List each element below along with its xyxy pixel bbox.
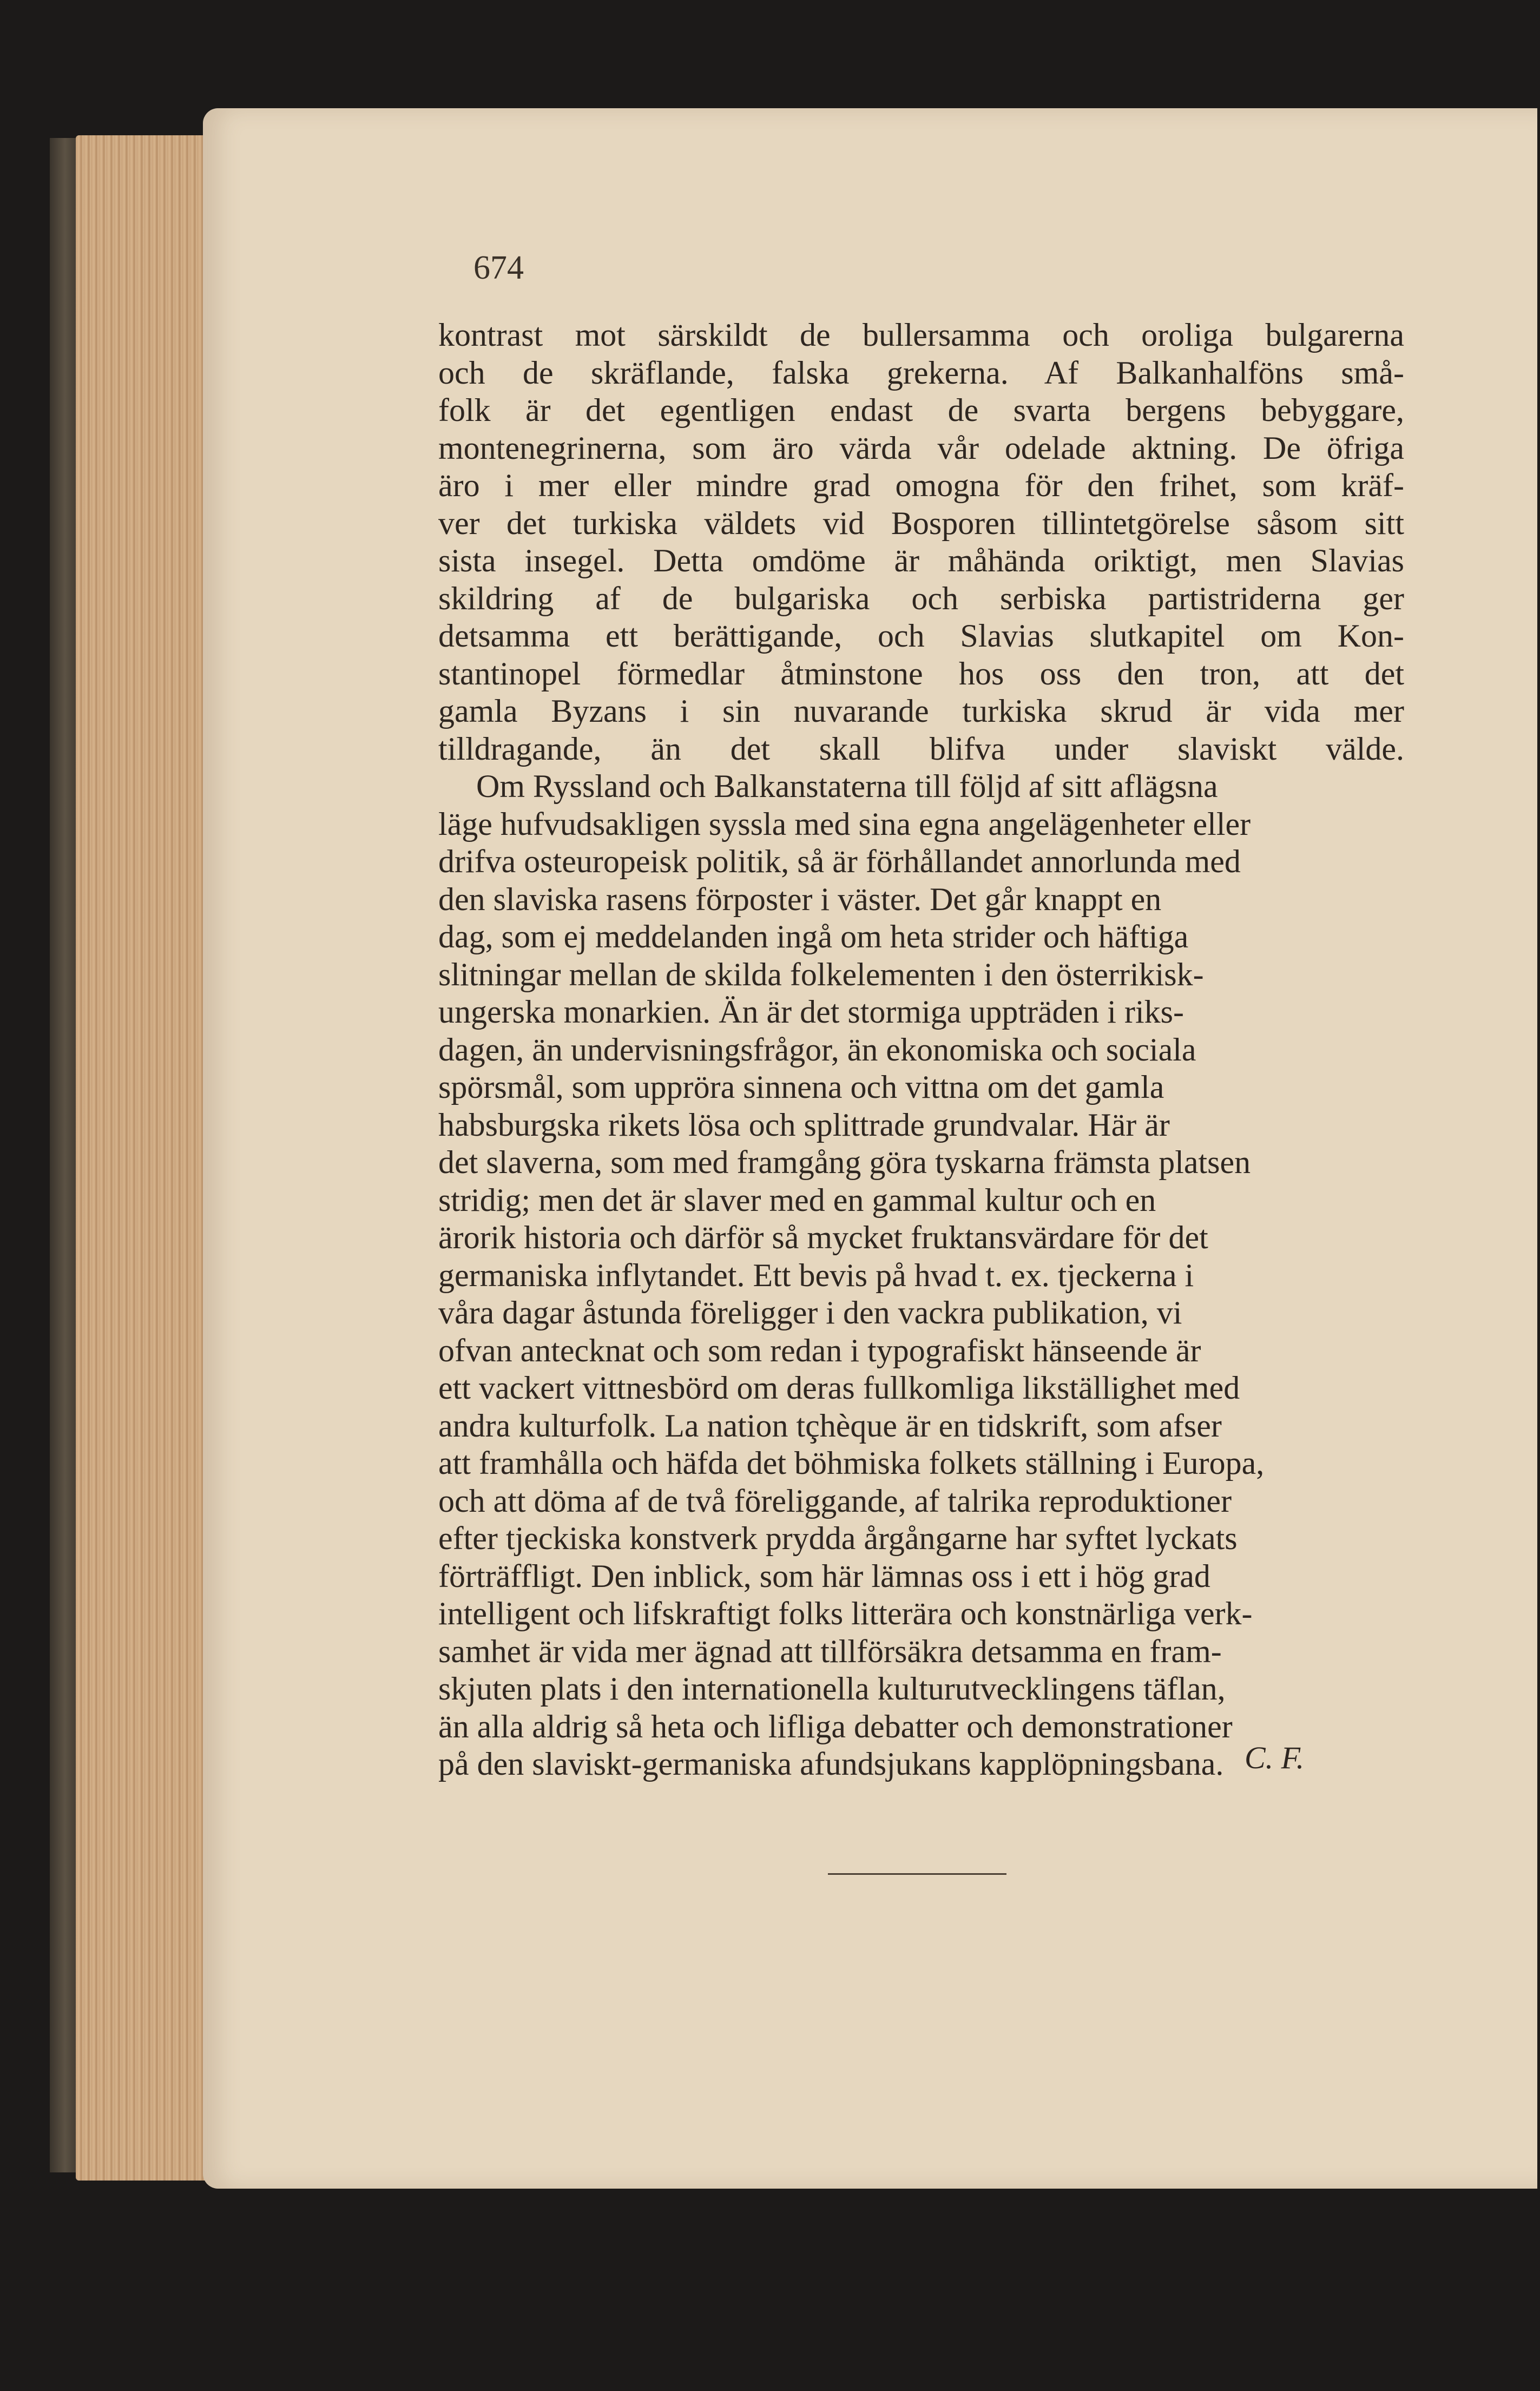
paragraph-2: Om Ryssland och Balkanstaterna till följd af sitt aflägsna läge hufvudsakligen syssla med sina egna angelägenheter eller drifva osteuropeisk politik, så är förhållandet annorlunda med den slaviska rasens förposter i väster. Det går knappt en dag, som ej meddelanden ingå om heta strider och häftiga slitningar mellan de skilda folkelementen i den österrikisk- ungerska monarkien. Än är det stormiga uppträden i riks- dagen, än undervisningsfrågor, än ekonomiska och sociala spörsmål, som uppröra sinnena och vittna om det gamla habsburgska rikets lösa och splittrade grundvalar. Här är det slaverna, som med framgång göra tyskarna främsta platsen stridig; men det är slaver med en gammal kultur och en ärorik historia och därför så mycket fruktansvärdare för det germaniska inflytandet. Ett bevis på hvad t. ex. tjeckerna i våra dagar åstunda föreligger i den vackra publikation, vi ofvan antecknat och som redan i typografiskt hänseende är ett vackert vittnesbörd om deras fullkomliga likställighet med andra kulturfolk. La nation tçhèque är en tidskrift, som afser att framhålla och häfda det böhmiska folkets ställning i Europa, och att döma af de två föreliggande, af talrika reproduktioner efter tjeckiska konstverk prydda årgångarne har syftet lyckats förträffligt. Den inblick, som här lämnas oss i ett i hög grad intelligent och lifskraftigt folks litterära och konstnärliga verk- samhet är vida mer ägnad att tillförsäkra detsamma en fram- skjuten plats i den internationella kulturutvecklingens täflan, än alla aldrig så heta och lifliga debatter och demonstrationer på den slaviskt-germaniska afundsjukans kapplöpningsbana. (438, 768, 1265, 1782)
section-divider (828, 1873, 1006, 1875)
author-signature: C. F. (1245, 1740, 1305, 1775)
page-number: 674 (473, 249, 524, 286)
page-stack-edge (76, 135, 208, 2181)
article-text (438, 317, 1404, 1783)
paragraph-1: kontrast mot särskildt de bullersamma och oroliga bulgarerna och de skräflande, falska grekerna. Af Balkanhalföns små- folk är det egentligen endast de svarta bergens bebyggare, montenegrinerna, som äro värda vår odelade aktning. De öfriga äro i mer eller mindre grad omogna för den frihet, som kräf- ver det turkiska väldets vid Bosporen tillintetgörelse såsom sitt sista insegel. Detta omdöme är måhända oriktigt, men Slavias skildring af de bulgariska och serbiska partistriderna ger detsamma ett berättigande, och Slavias slutkapitel om Kon- stantinopel förmedlar åtminstone hos oss den tron, att det gamla Byzans i sin nuvarande turkiska skrud är vida mer tilldragande, än det skall blifva under slaviskt välde. (438, 317, 1404, 767)
